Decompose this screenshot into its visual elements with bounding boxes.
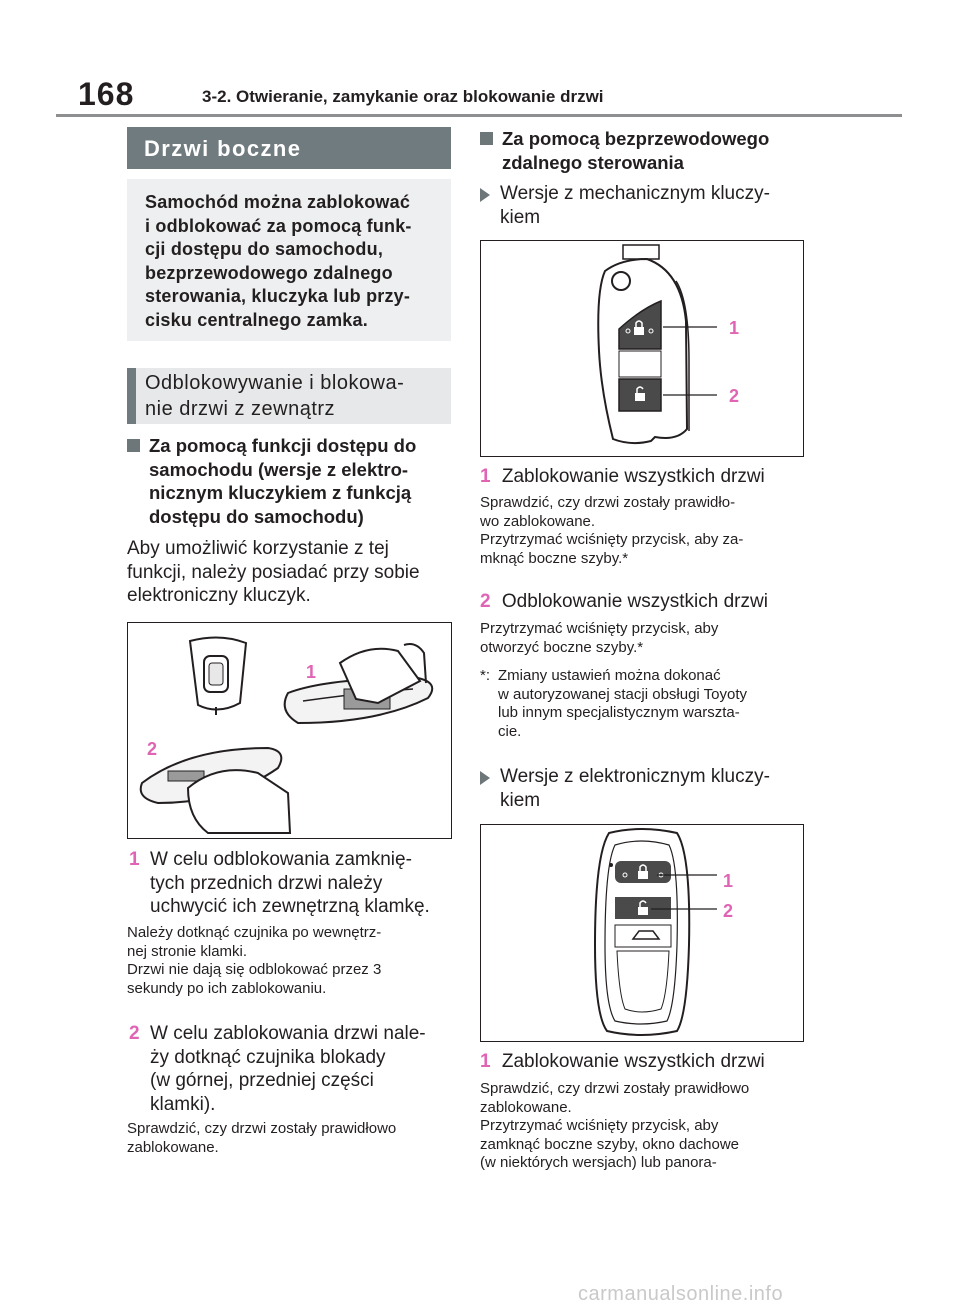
remote-item-lock: 1 Zablokowanie wszystkich drzwi (480, 466, 765, 487)
figure-label-2: 2 (723, 901, 734, 921)
upper-door-handle (285, 644, 433, 723)
box-title-bar (127, 127, 451, 169)
step-number-1: 1 (129, 849, 140, 870)
header-rule (56, 114, 902, 117)
figure-label-1: 1 (723, 871, 734, 891)
electronic-key-figure (480, 824, 804, 1042)
square-bullet-icon (127, 439, 140, 452)
mechanical-key-illustration (481, 241, 803, 456)
step-1-notes: Należy dotknąć czujnika po wewnętrz- nej stronie klamki. Drzwi nie dają się odblokować przez 3 sekundy po ich zablokowaniu. (127, 924, 382, 997)
page-number: 168 (78, 76, 135, 112)
figure-label-1: 1 (729, 318, 740, 338)
mechanical-key-figure (480, 240, 804, 457)
step-number-2: 2 (129, 1023, 140, 1044)
footnote-mark: *: (480, 667, 491, 684)
smartkey-item-lock: 1 Zablokowanie wszystkich drzwi (480, 1051, 765, 1072)
door-handle-figure (127, 622, 452, 839)
triangle-bullet-icon (480, 188, 490, 202)
step-number-1: 1 (480, 466, 491, 487)
remote-item-unlock: 2 Odblokowanie wszystkich drzwi (480, 591, 768, 612)
remote-item-unlock-notes: Przytrzymać wciśnięty przycisk, aby otworzyć boczne szyby.* (480, 620, 719, 656)
section-heading-bar (127, 368, 136, 424)
watermark: carmanualsonline.info (578, 1283, 784, 1305)
step-number-1: 1 (480, 1051, 491, 1072)
step-number-2: 2 (480, 591, 491, 612)
intro-box (127, 179, 451, 341)
step-2-notes: Sprawdzić, czy drzwi zostały prawidłowo zablokowane. (127, 1120, 397, 1156)
triangle-bullet-icon (480, 771, 490, 785)
section-heading-text: Odblokowywanie i blokowa- nie drzwi z zewnątrz (145, 372, 405, 420)
intro-paragraph: Aby umożliwić korzystanie z tej funkcji, należy posiadać przy sobie elektroniczny kluczyk. (127, 538, 420, 606)
box-title: Drzwi boczne (144, 136, 302, 161)
figure-label-2: 2 (147, 739, 158, 759)
section-heading (127, 368, 451, 424)
smartkey-item-lock-notes: Sprawdzić, czy drzwi zostały prawidłowo zablokowane. Przytrzymać wciśnięty przycisk, aby zamknąć boczne szyby, okno dachowe (w niektórych wersjach) lub panora- (480, 1080, 750, 1172)
intro-text: Samochód można zablokować i odblokować za pomocą funk- cji dostępu do samochodu, bezprzewodowego zdalnego sterowania, kluczyka lub przy- cisku centralnego zamka. (145, 192, 412, 330)
remote-item-lock-notes: Sprawdzić, czy drzwi zostały prawidło- wo zablokowane. Przytrzymać wciśnięty przycisk, aby za- mknąć boczne szyby.* (480, 494, 744, 567)
section-title: 3-2. Otwieranie, zamykanie oraz blokowanie drzwi (202, 87, 604, 106)
lower-door-handle (141, 748, 290, 833)
flip-key-icon (598, 245, 689, 443)
square-bullet-icon (480, 132, 493, 145)
figure-label-2: 2 (729, 386, 740, 406)
figure-label-1: 1 (306, 662, 317, 682)
electronic-key-illustration (481, 825, 803, 1041)
smart-key-icon (190, 637, 246, 715)
door-handle-illustration (128, 623, 451, 838)
smart-key-remote-icon (595, 829, 689, 1035)
